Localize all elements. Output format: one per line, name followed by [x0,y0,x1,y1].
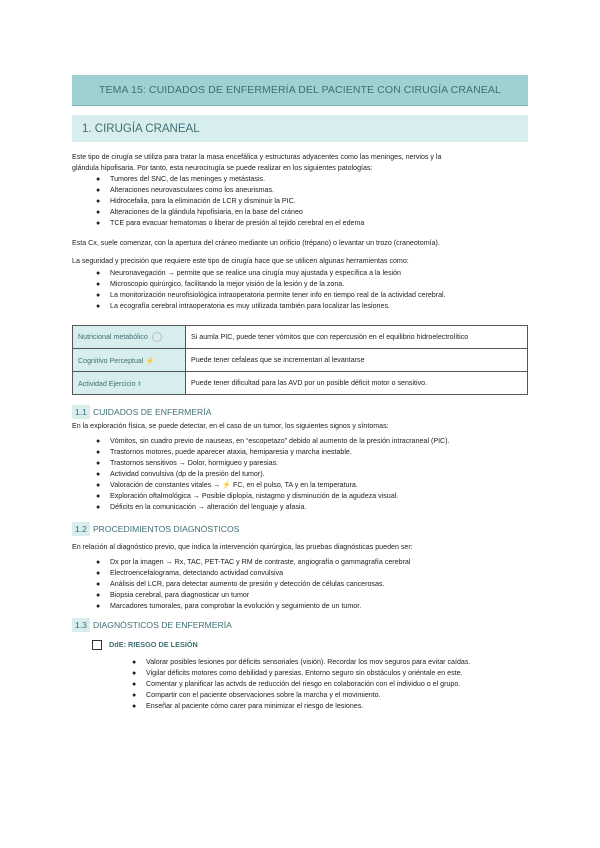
diagnostics-intro: En relación al diagnóstico previo, que indica la intervención quirúrgica, las pruebas diagnósticas pueden ser: [72,543,413,551]
list-item: ● Vómitos, sin cuadro previo de nauseas, en “escopetazo” debido al aumento de la presión intracraneal (PIC). [96,437,450,445]
subsection-title: CUIDADOS DE ENFERMERÍA [92,406,212,417]
list-item: ● Neuronavegación → permite que se realice una cirugía muy ajustada y específica a la lesión [96,269,402,277]
table-cell: Si aumla PIC, puede tener vómitos que con repercusión en el equilibrio hidroelectrolítico [186,326,528,349]
table-label-cell: Nutricional metabólico [73,326,186,349]
table-label-cell: Cognitivo Perceptual ⚡ [73,349,186,372]
lightning-icon: ⚡ [145,356,155,365]
subsection-heading [72,520,239,537]
list-item: ● Valorar posibles lesiones por déficits sensoriales (visión). Recordar los mov seguros para evitar caídas. [132,658,471,666]
list-item: ● Microscopio quirúrgico, facilitando la mejor visión de la lesión y de la zona. [96,280,345,288]
stethoscope-icon: ⚕ [137,379,142,388]
circle-icon [152,332,162,342]
nursing-diagnosis-title: DdE: RIESGO DE LESIÓN [109,640,198,649]
table-row [73,372,528,395]
list-item: ● Tumores del SNC, de las meninges y metástasis. [96,175,266,183]
tools-intro: La seguridad y precisión que requiere este tipo de cirugía hace que se utilicen algunas herramientas como: [72,257,409,265]
list-item: ● Biopsia cerebral, para diagnosticar un tumor [96,591,250,599]
table-cell: Puede tener cefaleas que se incrementan al levantarse [186,349,528,372]
list-item: ● Actividad convulsiva (dp de la presión del tumor). [96,470,265,478]
cx-paragraph: Esta Cx, suele comenzar, con la apertura del cráneo mediante un orificio (trépano) o levantar un trozo (craneotomía). [72,239,440,247]
list-item: ● Hidrocefalia, para la eliminación de LCR y disminuir la PIC. [96,197,296,205]
list-item: ● Déficits en la comunicación → alteración del lenguaje y afasia. [96,503,307,511]
list-item: ● Dx por la imagen → Rx, TAC, PET-TAC y RM de contraste, angiografía o gammagrafía cerebral [96,558,411,566]
list-item: ● Trastornos sensitivos → Dolor, hormigueo y paresias. [96,459,279,467]
subsection-heading [72,616,232,633]
list-item: ● Enseñar al paciente cómo carer para minimizar el riesgo de lesiones. [132,702,364,710]
subsection-number: 1.3 [72,618,90,632]
list-item: ● TCE para evacuar hematomas o liberar de presión al tejido cerebral en el edema [96,219,365,227]
section-heading: 1. CIRUGÍA CRANEAL [72,115,528,142]
document-title: TEMA 15: CUIDADOS DE ENFERMERÍA DEL PACIENTE CON CIRUGÍA CRANEAL [72,75,528,106]
list-item: ● Valoración de constantes vitales → ⚡ FC, en el pulso, TA y en la temperatura. [96,481,358,489]
subsection-title: DIAGNÓSTICOS DE ENFERMERÍA [92,619,232,630]
list-item: ● Trastornos motores, puede aparecer ataxia, hemiparesia y marcha inestable. [96,448,352,456]
list-item: ● Marcadores tumorales, para comprobar la evolución y seguimiento de un tumor. [96,602,362,610]
subsection-heading [72,403,211,420]
list-item: ● Compartir con el paciente observaciones sobre la marcha y el movimiento. [132,691,381,699]
list-item: ● Comentar y planificar las actvds de reducción del riesgo en colaboración con el individuo o el grupo. [132,680,461,688]
table-row [73,326,528,349]
subsection-number: 1.2 [72,522,90,536]
intro-line-2: glándula hipofisaria. Por tanto, esta neurocirugía se puede realizar en los siguientes patologías: [72,164,373,172]
list-item: ● Electroencefalograma, detectando actividad convulsiva [96,569,284,577]
table-row [73,349,528,372]
functional-patterns-table [72,325,528,395]
list-item: ● La monitorización neurofisiológica intraoperatoria permite tener info en tiempo real de la actividad cerebral. [96,291,446,299]
list-item: ● Vigilar déficits motores como debilidad y paresias. Entorno seguro sin obstáculos y oriéntale en este. [132,669,463,677]
list-item: ● Alteraciones neurovasculares como los aneurismas. [96,186,275,194]
table-cell: Puede tener dificultad para las AVD por un posible déficit motor o sensitivo. [186,372,528,395]
table-label-cell: Actividad Ejercicio ⚕ [73,372,186,395]
list-item: ● La ecografía cerebral intraoperatoria es muy utilizada también para localizar las lesiones. [96,302,390,310]
list-item: ● Análisis del LCR, para detectar aumento de presión y detección de células cancerosas. [96,580,385,588]
list-item: ● Alteraciones de la glándula hipofisiaria, en la base del cráneo [96,208,303,216]
subsection-title: PROCEDIMIENTOS DIAGNÓSTICOS [92,523,240,534]
list-item: ● Exploración oftalmológica → Posible diplopía, nistagmo y disminución de la agudeza visual. [96,492,399,500]
intro-line-1: Este tipo de cirugía se utiliza para tratar la masa encefálica y estructuras adyacentes como las meninges, nervios y la [72,153,442,161]
subsection-number: 1.1 [72,405,90,419]
checkbox[interactable] [92,640,102,650]
exploration-intro: En la exploración física, se puede detectar, en el caso de un tumor, los siguientes signos y síntomas: [72,422,389,430]
